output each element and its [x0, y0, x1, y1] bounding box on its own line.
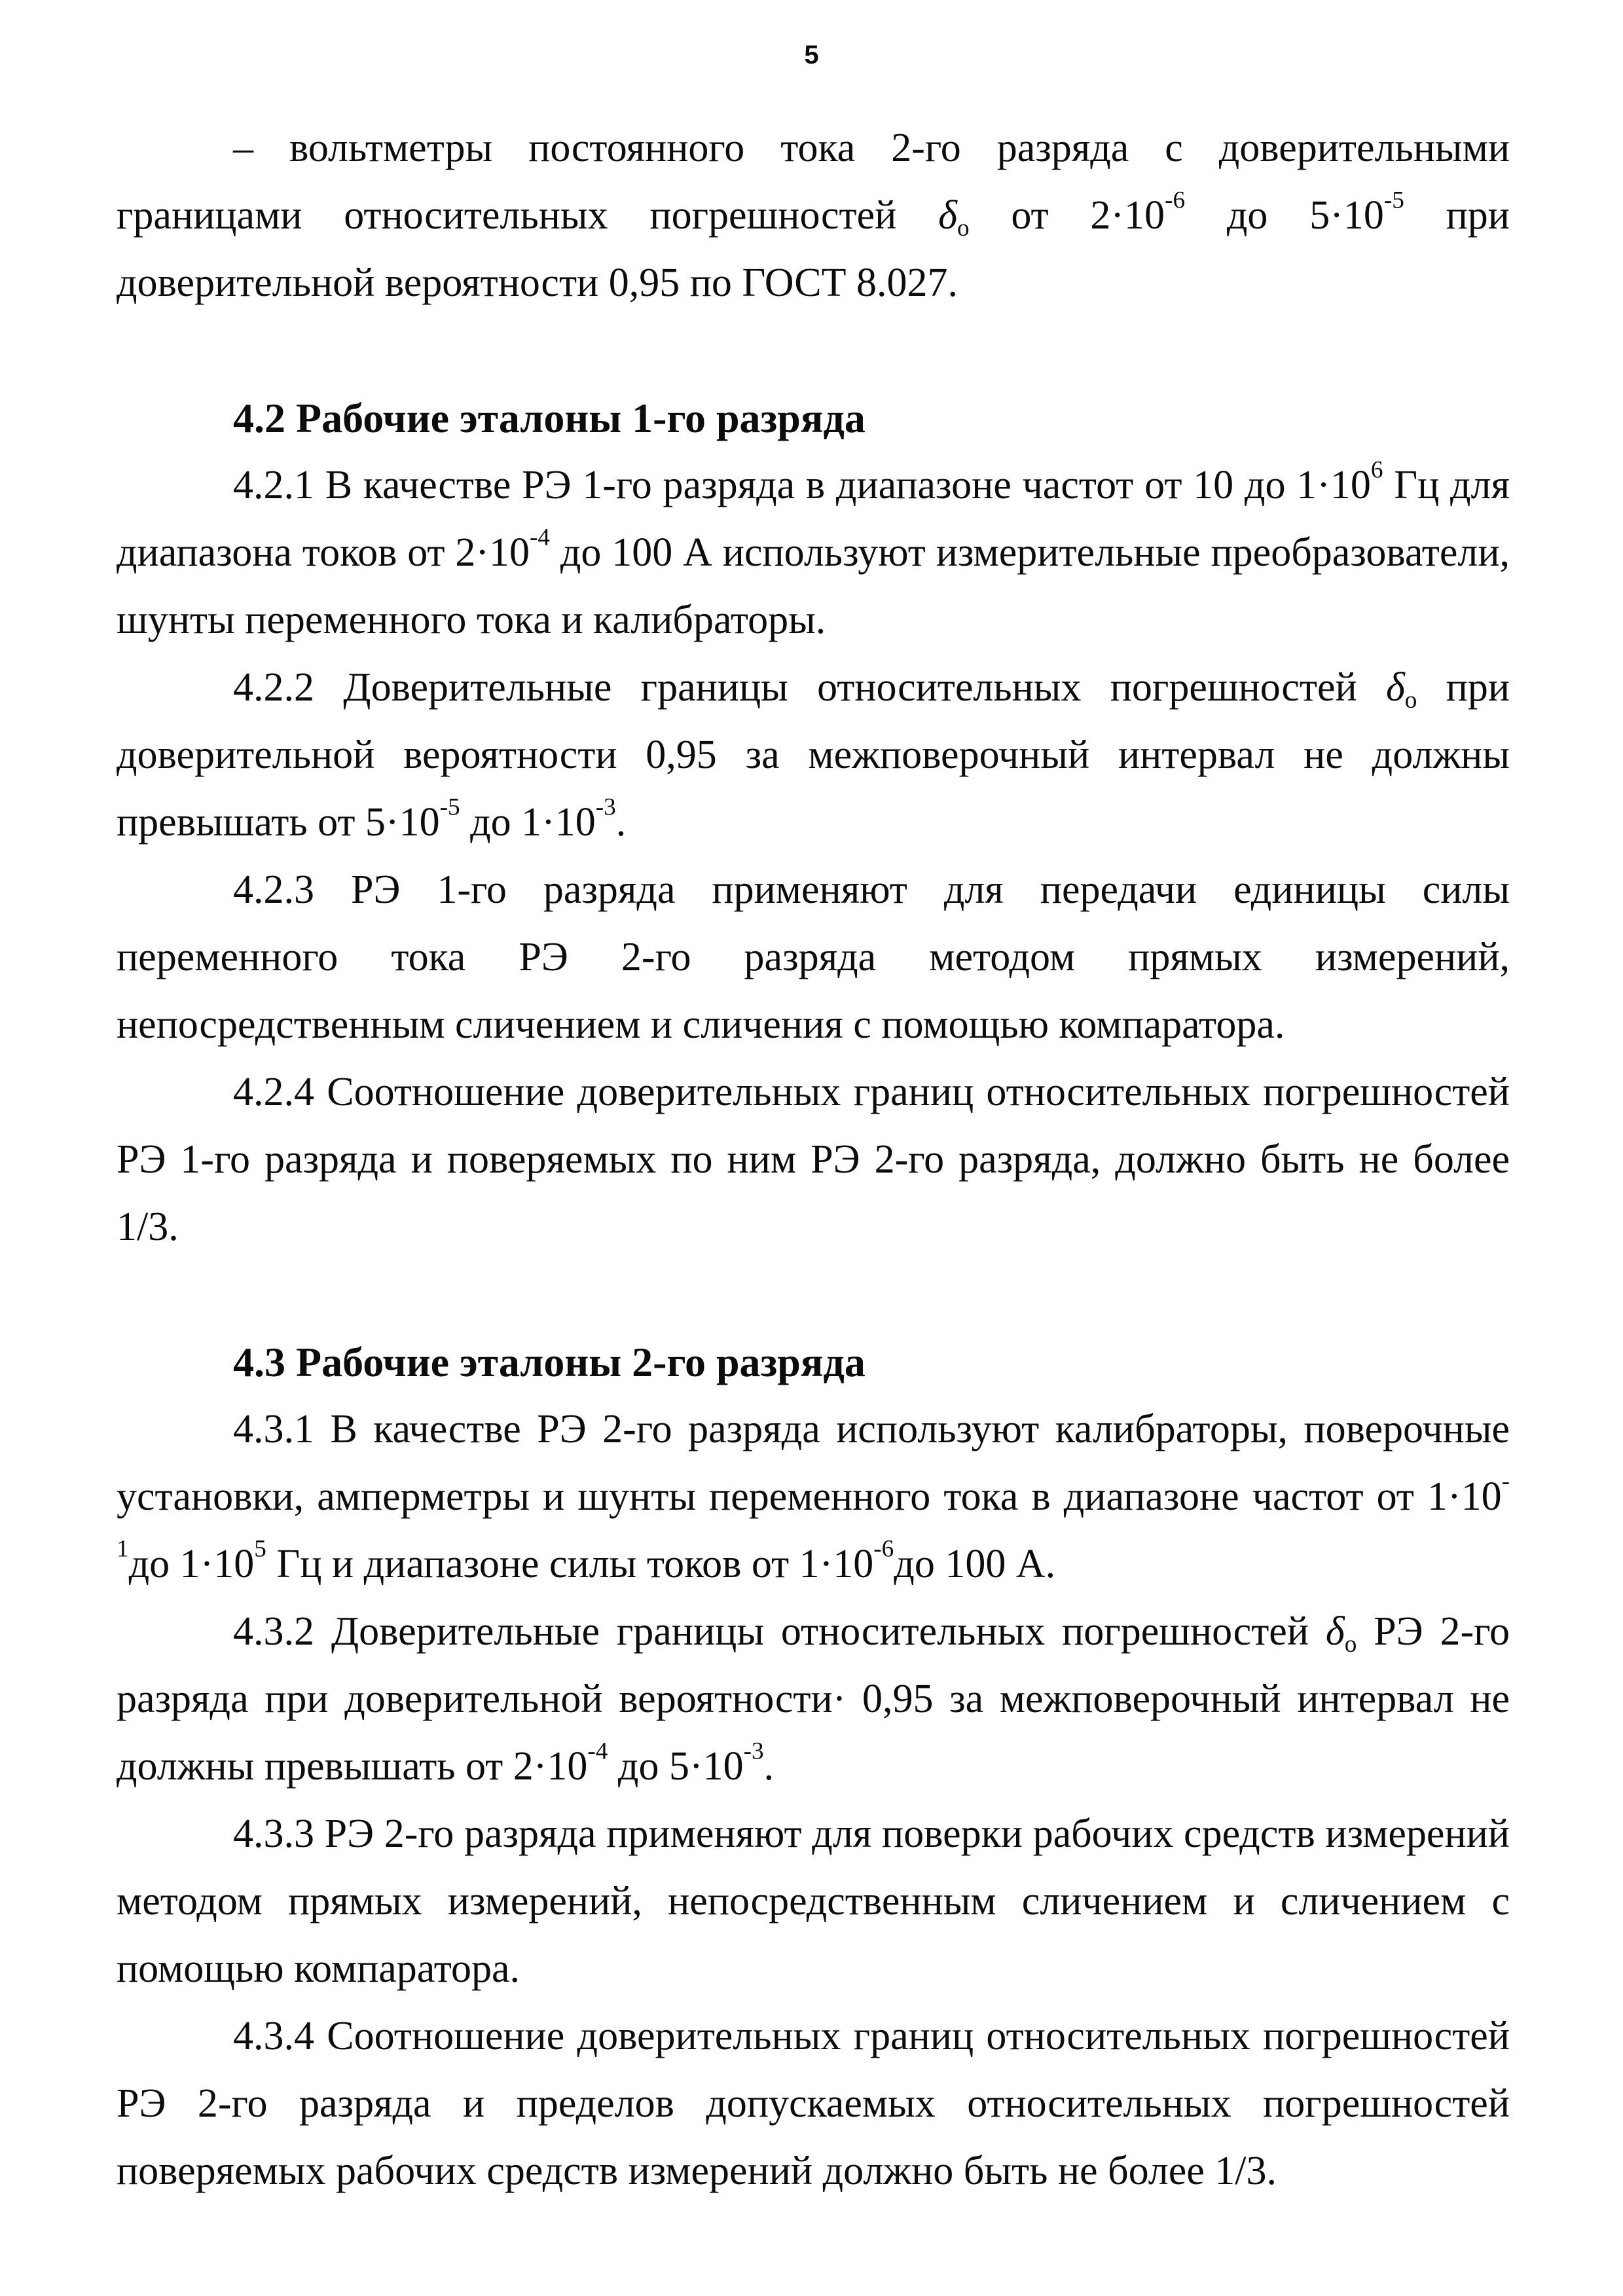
delta-symbol: δ — [938, 193, 957, 238]
intro-paragraph: – вольтметры постоянного тока 2-го разряда с доверительными границами относительных погрешностей $\delta_o$ от $2\cdot 10^{-6}$ до $5\cdot 10^{-5}$ при доверительной вероятности 0,95 по ГОСТ 8.027. — [117, 126, 1510, 305]
paragraph-4-2-2: 4.2.2 Доверительные границы относительных погрешностей $\delta_o$ при доверительной вероятности 0,95 за межповерочный интервал не должны превышать от $5\cdot 10^{-5}$ до $1\cdot 10^{-3}$. — [117, 665, 1510, 845]
section-4-3-heading: 4.3 Рабочие эталоны 2-го разряда — [233, 1339, 866, 1385]
paragraph-4-2-1: 4.2.1 В качестве РЭ 1-го разряда в диапазоне частот от 10 до $1\cdot 10^6$ Гц для диапазона токов от $2\cdot 10^{-4}$ до 100 А используют измерительные преобразователи, шунты переменного тока и калибраторы. — [117, 456, 1510, 642]
paragraph-4-2-3: 4.2.3 РЭ 1-го разряда применяют для передачи единицы силы переменного тока РЭ 2-го разряда методом прямых измерений, непосредственным сличением и сличения с помощью компаратора. — [117, 867, 1510, 1047]
paragraph-4-3-4: 4.3.4 Соотношение доверительных границ относительных погрешностей РЭ 2-го разряда и пределов допускаемых относительных погрешностей поверяемых рабочих средств измерений должно быть не более 1/3. — [117, 2014, 1510, 2193]
paragraph-4-3-3: 4.3.3 РЭ 2-го разряда применяют для поверки рабочих средств измерений методом прямых измерений, непосредственным сличением и сличением с помощью компаратора. — [117, 1812, 1510, 1991]
paragraph-4-3-1: 4.3.1 В качестве РЭ 2-го разряда используют калибраторы, поверочные установки, амперметры и шунты переменного тока в диапазоне частот от $1\cdot 10^{-1}до$ $1\cdot 10^5$ Гц и диапазоне силы токов от $1\cdot 10^{-6}до$ 100 А. — [117, 1407, 1510, 1586]
section-4-2-heading: 4.2 Рабочие эталоны 1-го разряда — [233, 395, 866, 441]
page-number: 5 — [804, 41, 819, 69]
paragraph-4-3-2: 4.3.2 Доверительные границы относительных погрешностей $\delta_o$ РЭ 2-го разряда при доверительной вероятности· 0,95 за межповерочный интервал не должны превышать от $2\cdot 10^{-4}$ до $5\cdot 10^{-3}$. — [117, 1609, 1510, 1789]
body-text — [117, 115, 1510, 2205]
paragraph-4-2-4: 4.2.4 Соотношение доверительных границ относительных погрешностей РЭ 1-го разряда и поверяемых по ним РЭ 2-го разряда, должно быть не более 1/3. — [117, 1070, 1510, 1249]
